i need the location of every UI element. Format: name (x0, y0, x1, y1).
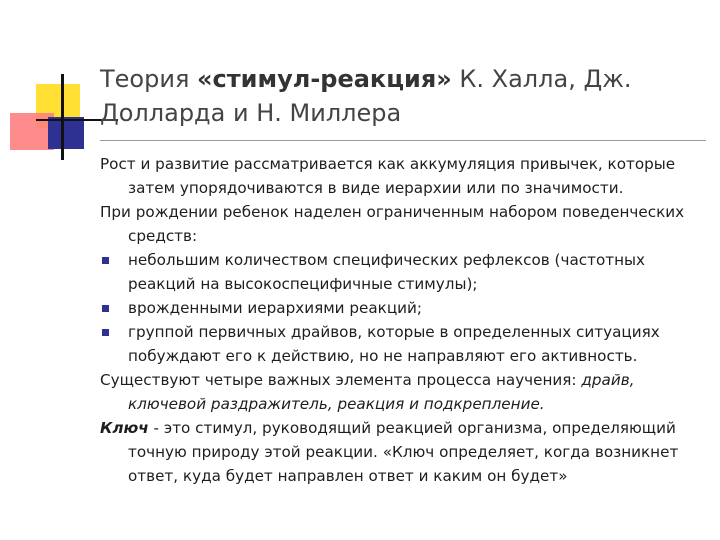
square-bullet-icon (102, 305, 109, 312)
bullet-text: врожденными иерархиями реакций; (128, 299, 423, 317)
square-bullet-icon (102, 329, 109, 336)
title-part-2: К. Халла, Дж. Долларда и Н. Миллера (100, 65, 632, 127)
title-part-1: Теория (100, 65, 198, 93)
bullet-item (100, 248, 708, 296)
key-term: Ключ (100, 419, 149, 437)
slide-title (100, 62, 710, 130)
paragraph-3-text: Существуют четыре важных элемента процесса научения: (100, 371, 582, 389)
bullet-text: небольшим количеством специфических рефлексов (частотных реакций на высокоспецифичные стимулы); (128, 251, 646, 293)
bullet-item (100, 320, 708, 368)
key-definition: - это стимул, руководящий реакцией организма, определяющий точную природу этой реакции. «Ключ определяет, когда возникнет ответ, куда будет направлен ответ и каким он будет» (128, 419, 679, 485)
title-divider (100, 140, 706, 141)
decor-vertical-line (61, 74, 64, 160)
bullet-text: группой первичных драйвов, которые в определенных ситуациях побуждают его к действию, но не направляют его активность. (128, 323, 660, 365)
paragraph-2: При рождении ребенок наделен ограниченным набором поведенческих средств: (100, 203, 685, 245)
paragraph-1: Рост и развитие рассматривается как аккумуляция привычек, которые затем упорядочиваются в виде иерархии или по значимости. (100, 155, 676, 197)
learning-elements: драйв, ключевой раздражитель, реакция и подкрепление. (128, 371, 635, 413)
slide-body (100, 152, 708, 488)
square-bullet-icon (102, 257, 109, 264)
title-bold: «стимул-реакция» (197, 65, 452, 93)
bullet-item (100, 296, 708, 320)
paragraph-3 (100, 368, 708, 416)
decor-blue-square (48, 117, 84, 149)
paragraph-4 (100, 416, 708, 488)
